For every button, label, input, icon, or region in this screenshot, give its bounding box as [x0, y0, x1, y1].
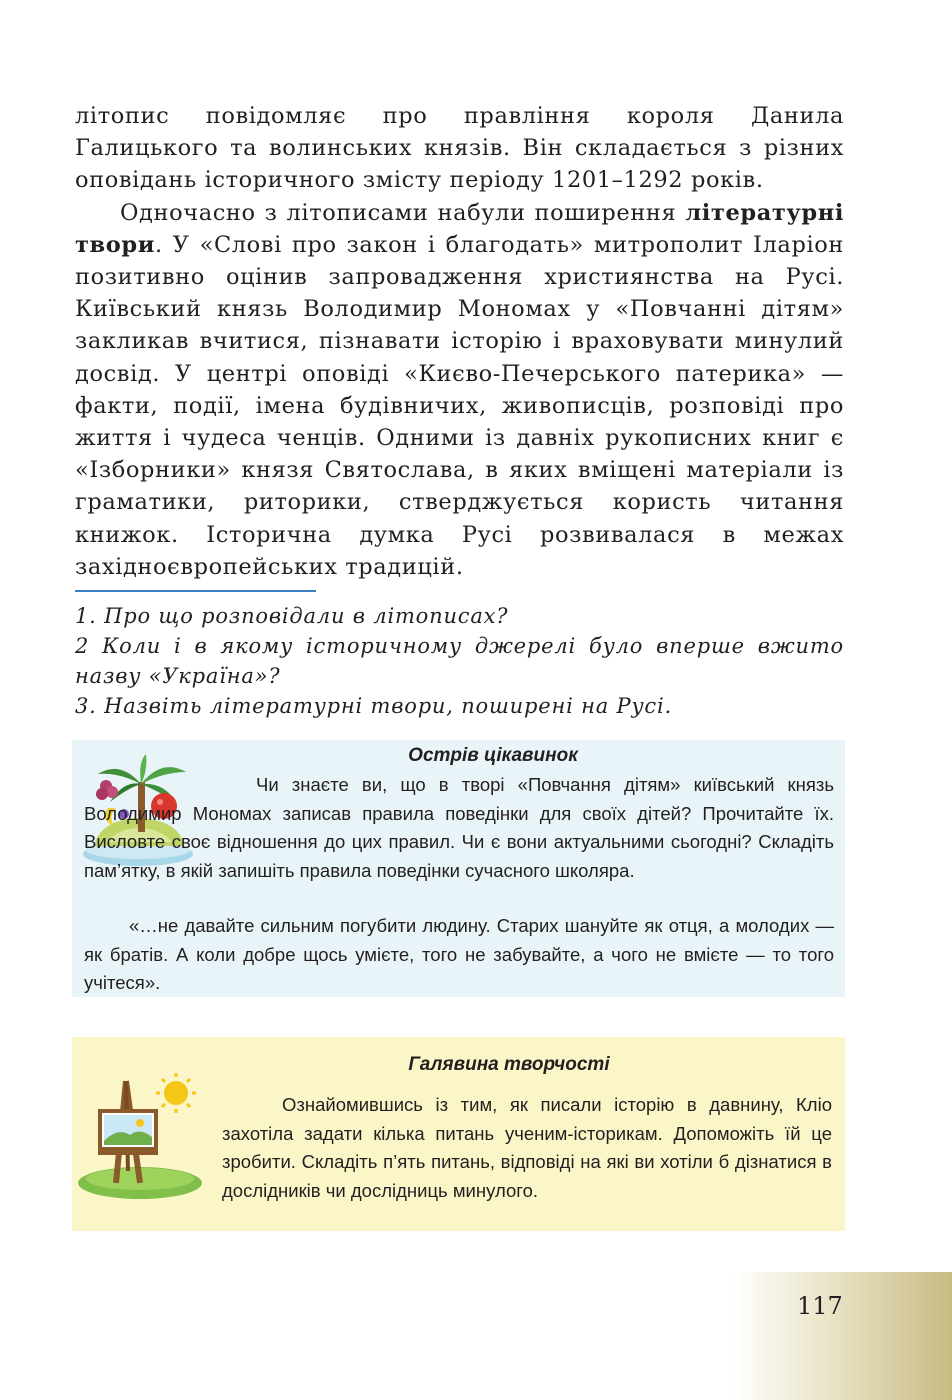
question-1: 1. Про що розповідали в літописах?: [75, 604, 509, 628]
page-number: 117: [797, 1292, 843, 1320]
questions-block: [75, 601, 844, 721]
curiosities-text: Чи знаєте ви, що в творі «Повчання дітям» київський князь Володимир Мономах записав правила поведінки для своїх дітей? Прочитайте їх. Висловте своє відношення до цих правил. Чи є вони актуальними сьогодні? Складіть пам’ятку, в якій запишіть правила поведінки сучасного школяра.: [84, 774, 834, 881]
easel-icon: [78, 1071, 202, 1199]
curiosities-title: Острів цікавинок: [408, 745, 578, 766]
section-divider: [75, 590, 316, 592]
question-2: 2 Коли і в якому історичному джерелі було вперше вжито назву «Україна»?: [75, 634, 844, 688]
paragraph-2-bold: літературні твори: [75, 199, 844, 258]
curiosities-box: [72, 740, 845, 997]
curiosities-quote: «…не давайте сильним погубити людину. Старих шануйте як отця, а молодих — як братів. А коли добре щось умієте, того не забувайте, а чого не вмієте — то того учітеся».: [84, 915, 834, 993]
creativity-box: [72, 1037, 845, 1231]
paragraph-2-rest: . У «Слові про закон і благодать» митрополит Іларіон позитивно оцінив запровадження християнства на Русі. Київський князь Володимир Мономах у «Повчанні дітям» закликав вчитися, пізнавати історію і враховувати минулий досвід. У центрі оповіді «Києво-Печерського патерика» — факти, події, імена будівничих, живописців, розповіді про життя і чудеса ченців. Одними із давніх рукописних книг є «Ізборники» князя Святослава, в яких вміщені матеріали із граматики, риторики, стверджується користь читання книжок. Історична думка Русі розвивалася в межах західноєвропейських традицій.: [75, 231, 844, 580]
paragraph-2: [75, 197, 844, 583]
main-text: [75, 100, 844, 583]
creativity-text: Ознайомившись із тим, як писали історію в давнину, Кліо захотіла задати кілька питань ученим-історикам. Допоможіть їй це зробити. Складіть п’ять питань, відповіді на які ви хотіли б дізнатися в дослідників чи дослідниць минулого.: [222, 1094, 832, 1201]
question-3: 3. Назвіть літературні твори, поширені на Русі.: [75, 694, 672, 718]
paragraph-1: літопис повідомляє про правління короля Данила Галицького та волинських князів. Він складається з різних оповідань історичного змісту періоду 1201–1292 років.: [75, 103, 844, 194]
creativity-title: Галявина творчості: [408, 1054, 610, 1075]
paragraph-2-start: Одночасно з літописами набули поширення: [120, 199, 686, 226]
